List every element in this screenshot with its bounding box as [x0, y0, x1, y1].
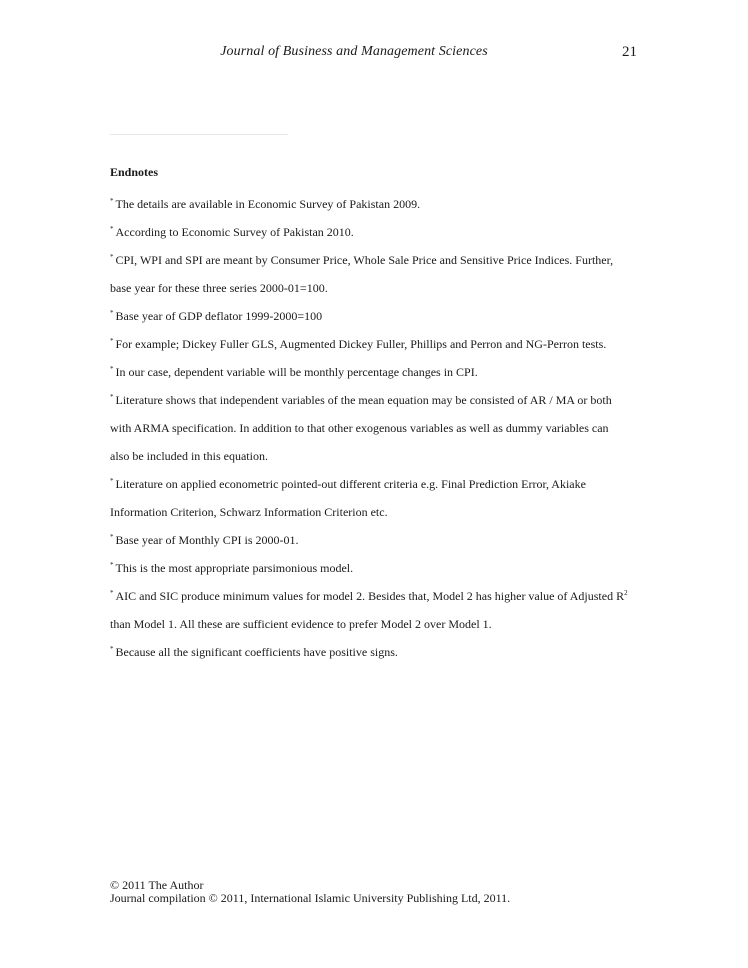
endnote-marker: * [110, 645, 114, 653]
endnote-text: Base year of Monthly CPI is 2000-01. [115, 533, 299, 547]
journal-title: Journal of Business and Management Sciences [220, 44, 488, 59]
endnote-marker: * [110, 197, 114, 205]
footer-copyright: © 2011 The Author [110, 878, 204, 892]
endnote-marker: * [110, 337, 114, 345]
endnote [110, 218, 630, 246]
endnote-marker: * [110, 309, 114, 317]
endnote [110, 638, 630, 666]
endnote-text: For example; Dickey Fuller GLS, Augmented Dickey Fuller, Phillips and Perron and NG-Perron tests. [115, 337, 607, 351]
endnote [110, 246, 630, 302]
endnote-marker: * [110, 253, 114, 261]
endnotes-section [110, 163, 630, 666]
endnote-text-tail: than Model 1. All these are sufficient evidence to prefer Model 2 over Model 1. [110, 617, 492, 631]
endnote [110, 358, 630, 386]
endnote-text: AIC and SIC produce minimum values for model 2. Besides that, Model 2 has higher value of Adjusted R [115, 589, 625, 603]
endnote [110, 526, 630, 554]
endnote-marker: * [110, 477, 114, 485]
endnote-text: Literature shows that independent variables of the mean equation may be consisted of AR / MA or both with ARMA specification. In addition to that other exogenous variables as well as dummy variables can also be included in this equation. [110, 393, 612, 463]
page-footer [110, 879, 510, 905]
endnote-marker: * [110, 589, 114, 597]
r-squared-superscript: 2 [624, 589, 628, 597]
endnote [110, 582, 630, 638]
endnote [110, 470, 630, 526]
separator-rule [110, 134, 288, 135]
endnote [110, 190, 630, 218]
endnote-marker: * [110, 365, 114, 373]
endnote-text: This is the most appropriate parsimonious model. [115, 561, 354, 575]
endnote-text: According to Economic Survey of Pakistan 2010. [115, 225, 354, 239]
endnote [110, 386, 630, 470]
endnote-text: Because all the significant coefficients have positive signs. [115, 645, 398, 659]
footer-compilation: Journal compilation © 2011, International Islamic University Publishing Ltd, 2011. [110, 891, 511, 905]
endnote-text: The details are available in Economic Survey of Pakistan 2009. [115, 197, 421, 211]
endnote-text: Literature on applied econometric pointed-out different criteria e.g. Final Prediction Error, Akiake Information Criterion, Schwarz Information Criterion etc. [110, 477, 586, 519]
endnote [110, 302, 630, 330]
page-number: 21 [622, 44, 637, 60]
endnote-marker: * [110, 533, 114, 541]
endnote-marker: * [110, 561, 114, 569]
endnote [110, 554, 630, 582]
endnote-marker: * [110, 393, 114, 401]
endnote-text: CPI, WPI and SPI are meant by Consumer Price, Whole Sale Price and Sensitive Price Indices. Further, base year for these three series 2000-01=100. [110, 253, 614, 295]
endnote-text: In our case, dependent variable will be monthly percentage changes in CPI. [115, 365, 478, 379]
endnote [110, 330, 630, 358]
endnote-marker: * [110, 225, 114, 233]
endnotes-heading: Endnotes [110, 165, 159, 179]
endnote-text: Base year of GDP deflator 1999-2000=100 [115, 309, 323, 323]
